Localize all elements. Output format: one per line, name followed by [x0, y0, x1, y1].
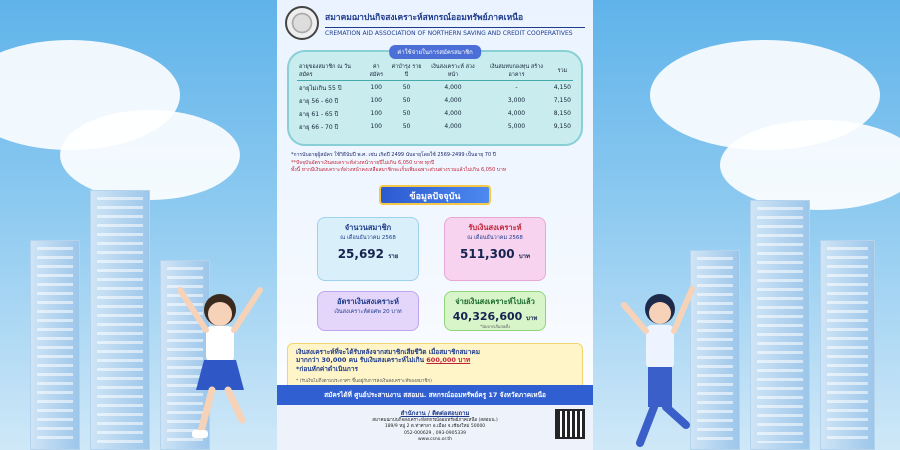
paid-value: 40,326,600 [452, 309, 523, 323]
info-line-2-text: มากกว่า 30,000 คน รับเงินสงเคราะห์ไม่เกิน [296, 356, 425, 365]
contact-website[interactable]: www.csno.or.th [417, 436, 453, 442]
table-cell: 100 [370, 84, 382, 91]
note-age: *การนับอายุผู้สมัคร ใช้วิธีนับปี พ.ศ. เช่น เกิดปี 2499 นับอายุโดยใช้ 2569-2499 เป็นอายุ 70 ปี [291, 152, 496, 158]
rate-row [324, 308, 412, 316]
contact-address-2: 189/9 หมู่ 2 ต.ท่าศาลา อ.เมือง จ.เชียงใหม่ 50000 [384, 424, 486, 430]
fee-header: รวม [552, 62, 573, 81]
building-right-3 [820, 240, 875, 450]
paid-unit: บาท [526, 314, 538, 322]
benefit-card [444, 217, 546, 281]
table-cell: 4,000 [444, 84, 462, 91]
info-amount: 600,000 บาท [426, 356, 471, 365]
contact-footer [277, 405, 593, 450]
table-cell: อายุ 61 - 65 ปี [299, 110, 339, 118]
table-cell: อายุไม่เกิน 55 ปี [299, 84, 342, 92]
info-small-note: * (รับเงินไม่ถึงตามประกาศฯ ขึ้นอยู่กับการส่งเงินสงเคราะห์ของสมาชิก) [296, 378, 432, 384]
benefit-unit: บาท [518, 252, 530, 260]
members-value: 25,692 [337, 246, 384, 261]
org-name-en: CREMATION AID ASSOCIATION OF NORTHERN SAVING AND CREDIT COOPERATIVES [325, 29, 573, 37]
table-row [297, 94, 573, 107]
poster-header [277, 0, 593, 44]
table-cell: 7,150 [553, 97, 571, 104]
fee-header: ค่าสมัคร [364, 62, 388, 81]
fee-notes [291, 152, 579, 175]
association-seal-icon [285, 6, 319, 40]
rate-value: 20 [382, 308, 390, 315]
fee-header: อายุของสมาชิก ณ วันสมัคร [297, 62, 364, 81]
table-cell: 5,000 [507, 123, 526, 130]
benefit-date: ณ เดือนธันวาคม 2568 [467, 234, 523, 241]
fee-table-title: ค่าใช้จ่ายในการสมัครสมาชิก [389, 45, 481, 59]
building-left-1 [30, 240, 80, 450]
header-divider [325, 27, 585, 28]
table-cell: 50 [402, 97, 411, 104]
paid-note: *นับจากเริ่มก่อตั้ง [480, 323, 510, 329]
note-advance: **ปัจจุบันอัตราเงินสงเคราะห์ล่วงหน้ารายปีไม่เกิน 6,050 บาท ทุกปี [291, 159, 435, 166]
qr-code-icon[interactable] [555, 409, 585, 439]
table-cell: 100 [370, 97, 382, 104]
contact-phone: 052-000629 , 093-0905339 [404, 430, 466, 436]
members-value-row [324, 247, 412, 261]
rate-unit: บาท [391, 308, 402, 315]
table-cell: 50 [402, 84, 411, 91]
jumping-girl-illustration [170, 270, 270, 450]
table-cell: 4,150 [553, 84, 571, 91]
table-row [297, 81, 573, 95]
paid-title: จ่ายเงินสงเคราะห์ไปแล้ว [455, 296, 535, 306]
fee-table-box [287, 50, 583, 146]
rate-card [317, 291, 419, 331]
benefit-value-row [451, 247, 539, 261]
rate-title: อัตราเงินสงเคราะห์ [337, 296, 399, 306]
benefit-title: รับเงินสงเคราะห์ [468, 222, 522, 232]
table-cell: 3,000 [507, 97, 526, 104]
table-cell: 9,150 [553, 123, 571, 130]
table-cell: 50 [402, 110, 411, 117]
table-cell: 4,000 [507, 110, 526, 117]
members-title: จำนวนสมาชิก [344, 222, 392, 232]
table-cell: 4,000 [444, 97, 462, 104]
contact-heading: สำนักงาน / ติดต่อสอบถาม [400, 410, 470, 417]
fee-header: ค่าบำรุง รายปี [388, 62, 424, 81]
table-cell: 4,000 [444, 123, 462, 130]
table-cell: 8,150 [553, 110, 571, 117]
fee-header: เงินสงเคราะห์ ล่วงหน้า [425, 62, 481, 81]
fee-table [297, 62, 573, 133]
apply-banner: สมัครได้ที่ ศูนย์ประสานงาน สสอมน. สหกรณ์ออมทรัพย์ครู 17 จังหวัดภาคเหนือ [277, 385, 593, 405]
table-cell: - [515, 84, 518, 91]
table-cell: อายุ 66 - 70 ปี [299, 123, 339, 131]
info-line-2 [296, 356, 574, 365]
current-info-title: ข้อมูลปัจจุบัน [379, 185, 491, 205]
table-row [297, 120, 573, 133]
fee-table-header-row [297, 62, 573, 81]
info-line-1: เงินสงเคราะห์ที่จะได้รับหลังจากสมาชิกเสียชีวิต เมื่อสมาชิกสมาคม [296, 347, 480, 356]
building-right-2 [750, 200, 810, 450]
poster [277, 0, 593, 450]
members-card [317, 217, 419, 281]
org-names [325, 10, 585, 37]
benefit-value: 511,300 [460, 246, 515, 261]
table-row [297, 107, 573, 120]
contact-address-1: สมาคมฌาปนกิจสงเคราะห์สหกรณ์ออมทรัพย์ภาคเหนือ (สสอมน.) [372, 418, 498, 423]
table-cell: 50 [402, 123, 411, 130]
rate-sub: เงินสงเคราะห์ต่อศพ [334, 308, 381, 315]
table-cell: 100 [370, 123, 382, 130]
note-advance-detail: ทั้งนี้ หากมีเงินสงเคราะห์ล่วงหน้าคงเหลือสมาชิกจะเก็บเพิ่มเฉพาะส่วนต่างรวมแล้วไม่เกิน 6,050 บาท [291, 167, 507, 173]
members-unit: ราย [388, 252, 399, 260]
fee-header: เงินสมทบกองทุน สร้างอาคาร [481, 62, 552, 81]
cloud-left-2 [60, 110, 240, 200]
cloud-right-2 [720, 120, 900, 210]
paid-value-row [451, 310, 539, 323]
building-left-2 [90, 190, 150, 450]
paid-card [444, 291, 546, 331]
jumping-boy-illustration [610, 275, 710, 450]
table-cell: 100 [370, 110, 382, 117]
members-date: ณ เดือนธันวาคม 2568 [340, 234, 396, 241]
table-cell: 4,000 [444, 110, 462, 117]
info-line-3: *ก่อนหักค่าดำเนินการ [296, 365, 358, 374]
org-name-th: สมาคมฌาปนกิจสงเคราะห์สหกรณ์ออมทรัพย์ภาคเหนือ [325, 12, 524, 23]
table-cell: อายุ 56 - 60 ปี [299, 97, 339, 105]
stat-cards [277, 211, 593, 339]
